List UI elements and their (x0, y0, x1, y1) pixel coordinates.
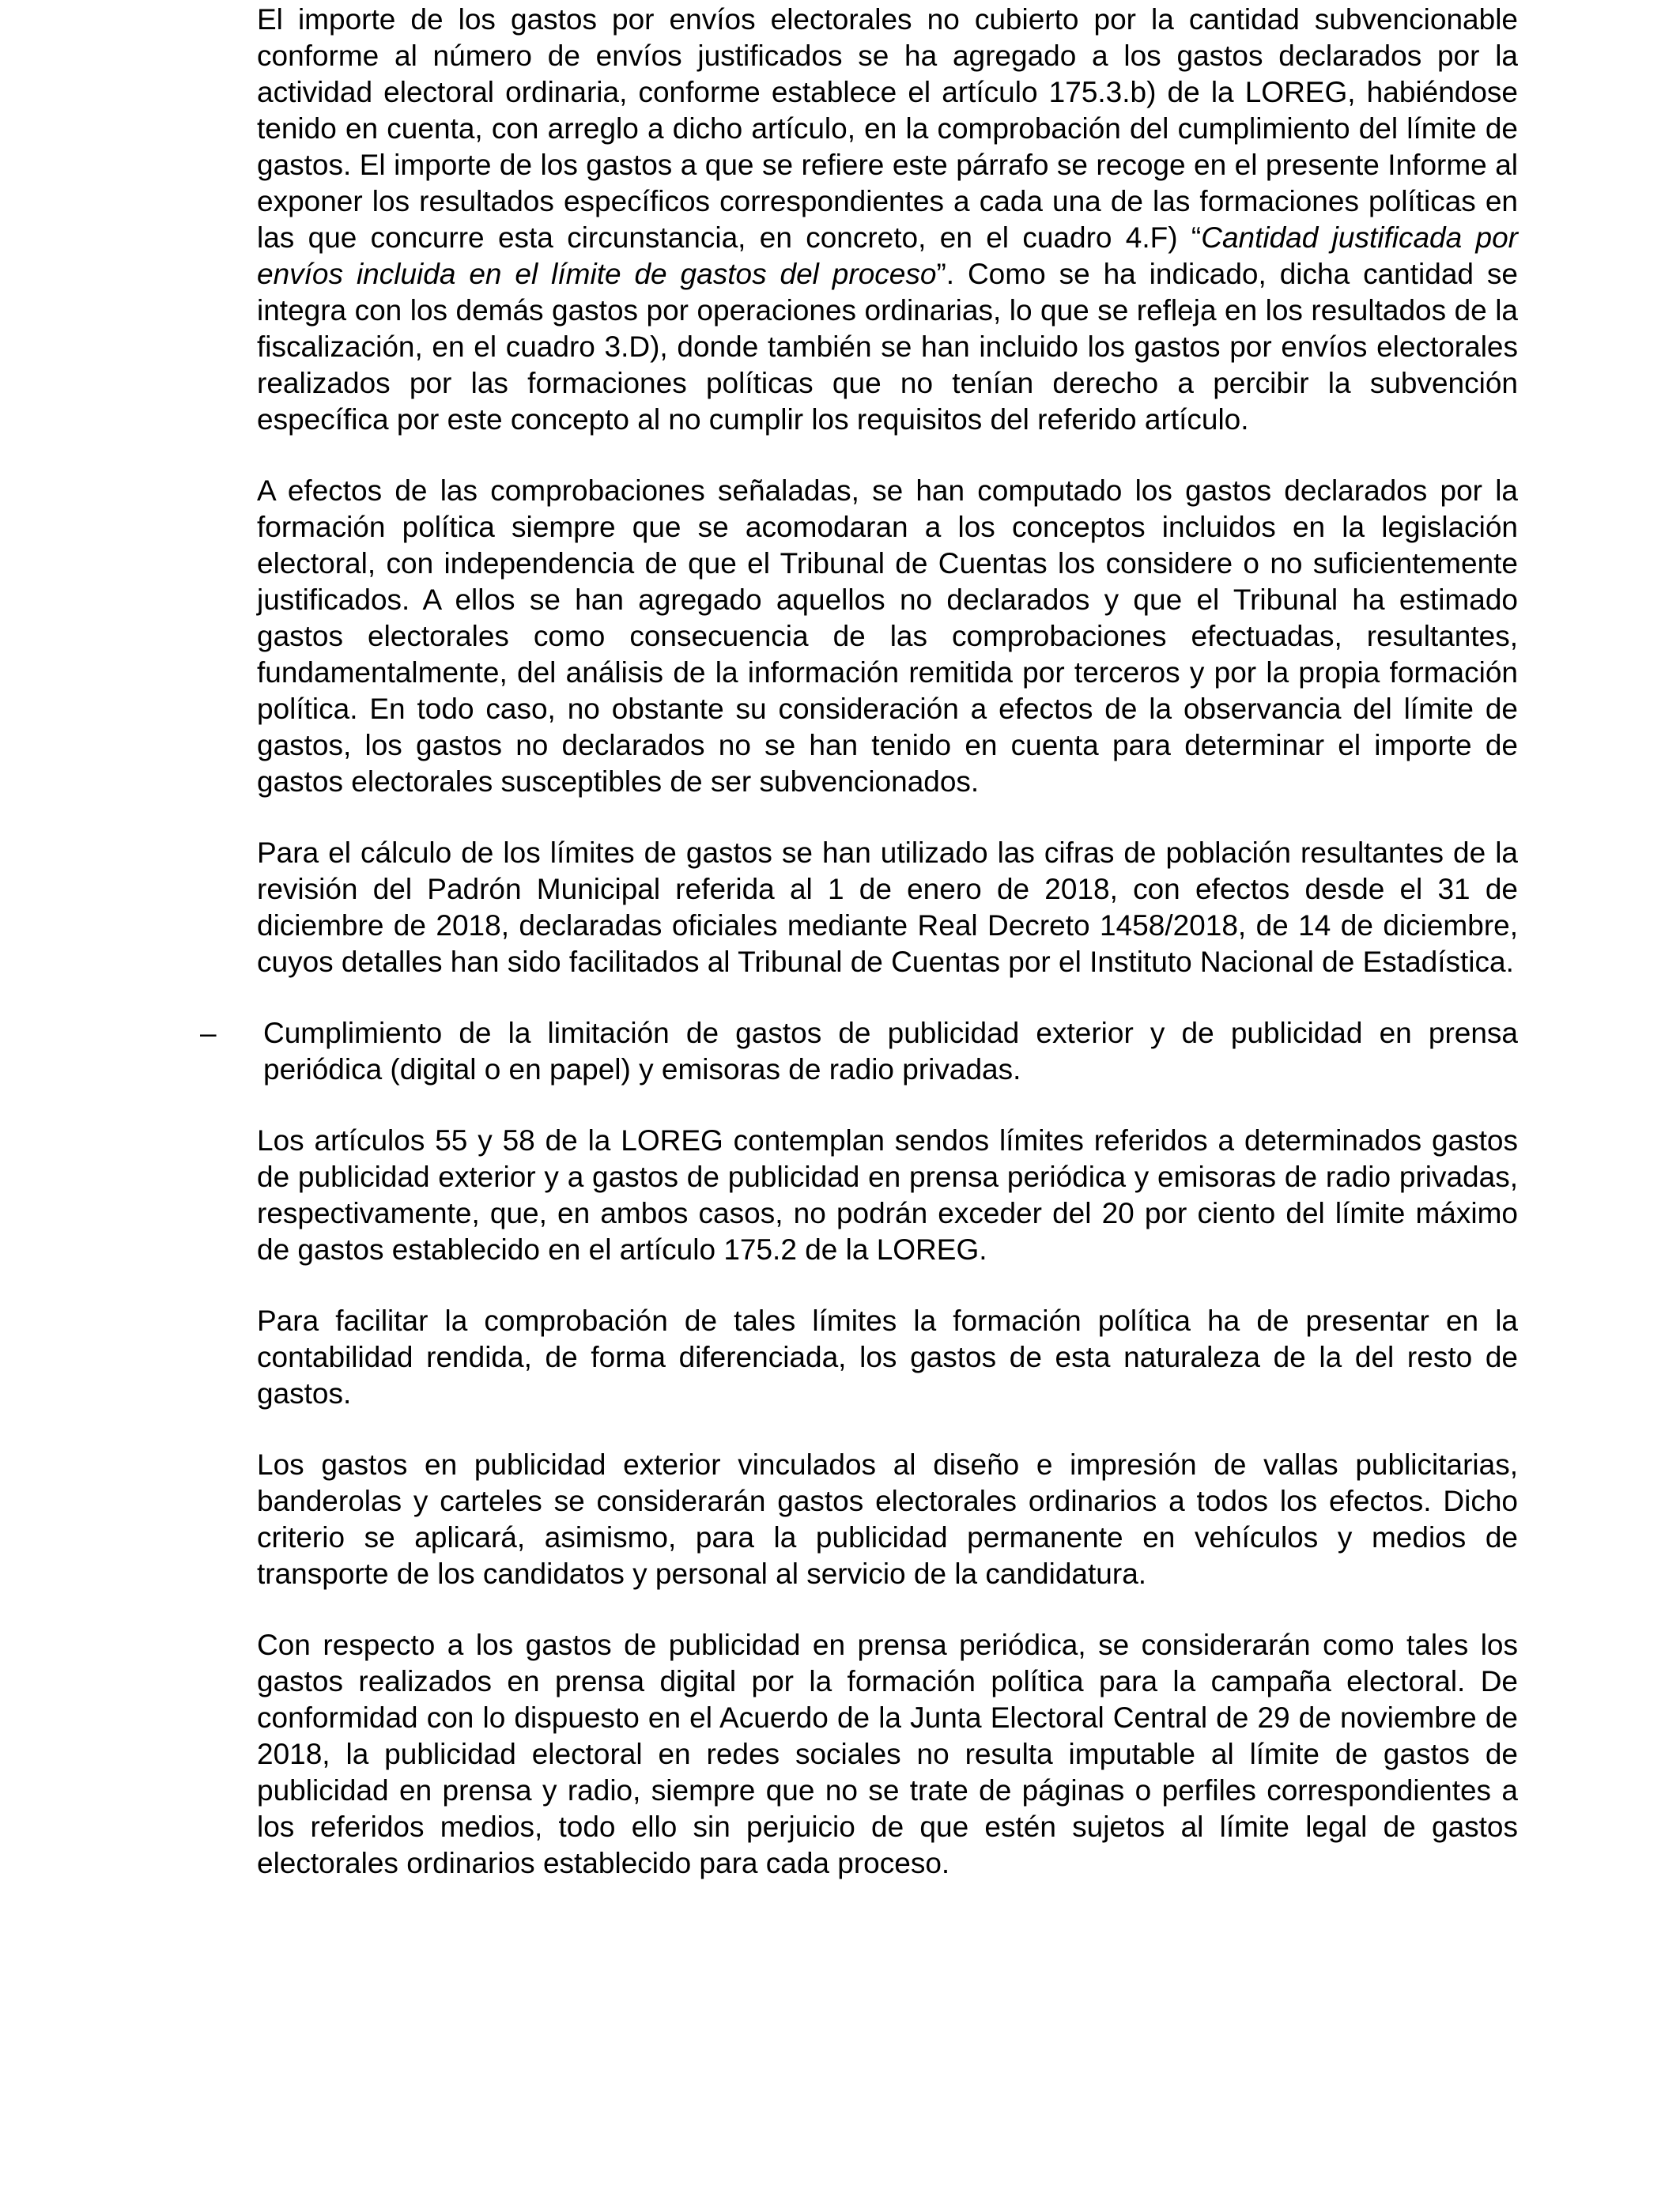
paragraph-contabilidad: Para facilitar la comprobación de tales límites la formación política ha de presentar en la contabilidad rendida, de forma diferenciada, los gastos de esta naturaleza de la del resto de gastos. (257, 1305, 1518, 1410)
paragraph-publicidad-exterior: Los gastos en publicidad exterior vinculados al diseño e impresión de vallas publicitarias, banderolas y carteles se considerarán gastos electorales ordinarios a todos los efectos. Dicho criterio se aplicará, asimismo, para la publicidad permanente en vehículos y medios de transporte de los candidatos y personal al servicio de la candidatura. (257, 1448, 1518, 1590)
paragraph-limites-poblacion: Para el cálculo de los límites de gastos se han utilizado las cifras de población resultantes de la revisión del Padrón Municipal referida al 1 de enero de 2018, con efectos desde el 31 de diciembre de 2018, declaradas oficiales mediante Real Decreto 1458/2018, de 14 de diciembre, cuyos detalles han sido facilitados al Tribunal de Cuentas por el Instituto Nacional de Estadística. (257, 836, 1518, 978)
dash-bullet-icon: – (200, 1017, 217, 1049)
bullet-text: Cumplimiento de la limitación de gastos de publicidad exterior y de publicidad en prensa periódica (digital o en papel) y emisoras de radio privadas. (263, 1017, 1518, 1086)
document-page (200, 0, 1518, 1882)
bullet-item (200, 1015, 1518, 1088)
paragraph-text: El importe de los gastos por envíos electorales no cubierto por la cantidad subvencionable conforme al número de envíos justificados se ha agregado a los gastos declarados por la actividad electoral ordinaria, conforme establece el artículo 175.3.b) de la LOREG, habiéndose tenido en cuenta, con arreglo a dicho artículo, en la comprobación del cumplimiento del límite de gastos. El importe de los gastos a que se refiere este párrafo se recoge en el presente Informe al exponer los resultados específicos correspondientes a cada una de las formaciones políticas en las que concurre esta circunstancia, en concreto, en el cuadro 4.F) “ (257, 3, 1518, 254)
paragraph-envios-electorales (257, 2, 1518, 438)
paragraph-text: ”. Como se ha indicado, dicha cantidad se integra con los demás gastos por operaciones ordinarias, lo que se refleja en los resultados de la fiscalización, en el cuadro 3.D), donde también se han incluido los gastos por envíos electorales realizados por las formaciones políticas que no tenían derecho a percibir la subvención específica por este concepto al no cumplir los requisitos del referido artículo. (257, 258, 1518, 436)
paragraph-prensa-periodica: Con respecto a los gastos de publicidad en prensa periódica, se considerarán como tales los gastos realizados en prensa digital por la formación política para la campaña electoral. De conformidad con lo dispuesto en el Acuerdo de la Junta Electoral Central de 29 de noviembre de 2018, la publicidad electoral en redes sociales no resulta imputable al límite de gastos de publicidad en prensa y radio, siempre que no se trate de páginas o perfiles correspondientes a los referidos medios, todo ello sin perjuicio de que estén sujetos al límite legal de gastos electorales ordinarios establecido para cada proceso. (257, 1629, 1518, 1879)
paragraph-articulos-loreg: Los artículos 55 y 58 de la LOREG contemplan sendos límites referidos a determinados gastos de publicidad exterior y a gastos de publicidad en prensa periódica y emisoras de radio privadas, respectivamente, que, en ambos casos, no podrán exceder del 20 por ciento del límite máximo de gastos establecido en el artículo 175.2 de la LOREG. (257, 1124, 1518, 1266)
table-title-italic: Cantidad justificada por envíos incluida en el límite de gastos del proceso (257, 221, 1518, 290)
paragraph-comprobaciones: A efectos de las comprobaciones señaladas, se han computado los gastos declarados por la formación política siempre que se acomodaran a los conceptos incluidos en la legislación electoral, con independencia de que el Tribunal de Cuentas los considere o no suficientemente justificados. A ellos se han agregado aquellos no declarados y que el Tribunal ha estimado gastos electorales como consecuencia de las comprobaciones efectuadas, resultantes, fundamentalmente, del análisis de la información remitida por terceros y por la propia formación política. En todo caso, no obstante su consideración a efectos de la observancia del límite de gastos, los gastos no declarados no se han tenido en cuenta para determinar el importe de gastos electorales susceptibles de ser subvencionados. (257, 474, 1518, 798)
